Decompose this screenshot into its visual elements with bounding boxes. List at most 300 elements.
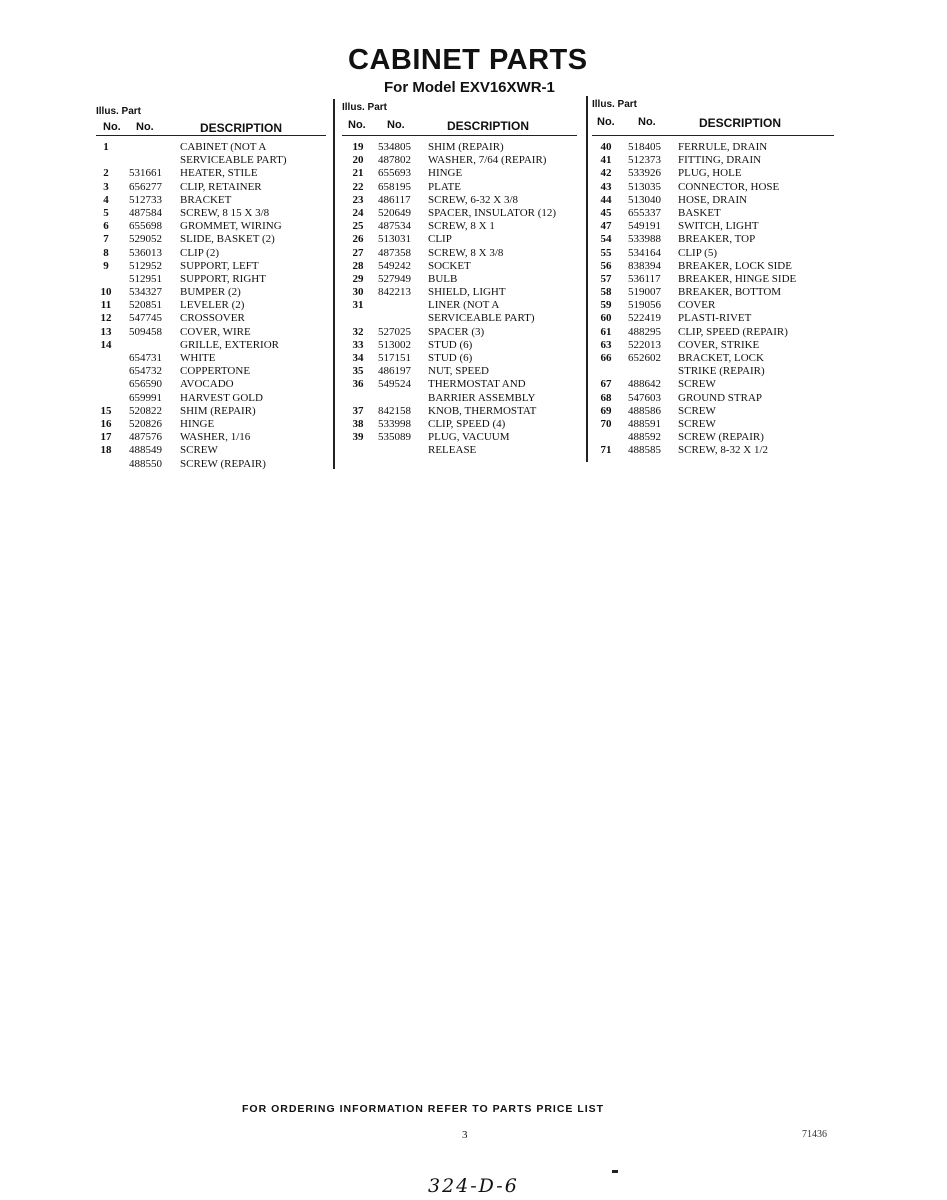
- parts-row: [96, 365, 326, 378]
- parts-row: [592, 431, 834, 444]
- illus-number: 35: [352, 365, 364, 378]
- illus-number: 59: [600, 299, 612, 312]
- illus-number: 9: [103, 259, 109, 272]
- part-number: 655693: [378, 167, 411, 180]
- parts-row: [96, 233, 326, 246]
- illus-number: 42: [600, 167, 612, 180]
- part-description: CLIP (5): [678, 246, 718, 259]
- parts-row: [342, 378, 577, 391]
- part-number: 513035: [628, 180, 661, 193]
- illus-number: 33: [352, 338, 364, 351]
- part-description: WASHER, 7/64 (REPAIR): [428, 154, 547, 167]
- part-description: SCREW: [180, 444, 218, 457]
- part-description: CLIP, RETAINER: [180, 180, 262, 193]
- part-number: 659991: [129, 391, 162, 404]
- part-number: 488642: [628, 378, 661, 391]
- part-description: BASKET: [678, 206, 721, 219]
- part-description: CLIP, SPEED (4): [428, 417, 506, 430]
- illus-number: 4: [103, 193, 109, 206]
- part-description: SCREW: [678, 378, 716, 391]
- part-description: SLIDE, BASKET (2): [180, 233, 275, 246]
- illus-number: 61: [600, 325, 612, 338]
- parts-row: [592, 220, 834, 233]
- part-description: BREAKER, LOCK SIDE: [678, 259, 792, 272]
- illus-number: 23: [352, 193, 364, 206]
- illus-number: 29: [352, 272, 364, 285]
- part-description: CLIP, SPEED (REPAIR): [678, 325, 788, 338]
- parts-column-3: [592, 99, 834, 458]
- part-number: 658195: [378, 180, 411, 193]
- part-number: 487584: [129, 206, 162, 219]
- illus-number: 41: [600, 154, 612, 167]
- part-description: SWITCH, LIGHT: [678, 220, 759, 233]
- illus-number: 12: [100, 312, 112, 325]
- part-description: STUD (6): [428, 352, 473, 364]
- illus-number: 40: [600, 141, 612, 153]
- part-description: SUPPORT, LEFT: [180, 259, 259, 272]
- part-number: 513031: [378, 233, 411, 246]
- part-description: BULB: [428, 272, 458, 285]
- part-no-heading: No.: [387, 119, 405, 131]
- part-number: 534805: [378, 141, 411, 153]
- page-title: CABINET PARTS: [348, 44, 588, 76]
- parts-row: [342, 247, 577, 260]
- part-no-heading: No.: [638, 116, 656, 128]
- part-number: 547745: [129, 312, 162, 325]
- part-description: HEATER, STILE: [180, 167, 258, 180]
- part-description: SHIM (REPAIR): [428, 141, 504, 153]
- parts-list: [96, 141, 326, 471]
- part-number: 509458: [129, 325, 162, 338]
- part-number: 488592: [628, 431, 661, 444]
- part-number: 488585: [628, 444, 661, 457]
- part-description: BUMPER (2): [180, 286, 241, 299]
- part-description: SCREW, 8 X 1: [428, 220, 495, 233]
- part-number: 547603: [628, 391, 661, 404]
- part-number: 842158: [378, 404, 411, 417]
- part-number: 488295: [628, 325, 661, 338]
- parts-row: [342, 194, 577, 207]
- part-description: SCREW (REPAIR): [678, 431, 764, 444]
- part-number: 519056: [628, 299, 661, 312]
- part-description: NUT, SPEED: [428, 365, 489, 378]
- parts-row: [96, 352, 326, 365]
- illus-number: 18: [100, 444, 112, 457]
- illus-part-heading: Illus. Part: [96, 106, 142, 117]
- illus-number: 15: [100, 404, 112, 417]
- parts-row: [342, 312, 577, 325]
- parts-column-1: [96, 102, 326, 471]
- illus-number: 8: [103, 246, 109, 259]
- parts-row: [592, 286, 834, 299]
- parts-row: [592, 352, 834, 365]
- parts-row: [592, 167, 834, 180]
- part-description: CLIP (2): [180, 246, 220, 259]
- illus-number: 28: [352, 259, 364, 272]
- illus-number: 43: [600, 180, 612, 193]
- part-description: COVER: [678, 299, 716, 312]
- parts-row: [342, 339, 577, 352]
- part-number: 487358: [378, 246, 411, 259]
- illus-number: 6: [103, 220, 109, 233]
- column-header: [342, 102, 577, 135]
- model-subtitle: For Model EXV16XWR-1: [384, 79, 555, 96]
- header-rule: [342, 135, 577, 136]
- part-number: 512373: [628, 154, 661, 167]
- illus-number: 45: [600, 206, 612, 219]
- part-number: 488586: [628, 404, 661, 417]
- part-description: SERVICEABLE PART): [428, 312, 535, 325]
- part-number: 488550: [129, 457, 162, 470]
- parts-row: [342, 260, 577, 273]
- part-description: SCREW, 8-32 X 1/2: [678, 444, 769, 457]
- part-number: 519007: [628, 286, 661, 299]
- parts-row: [96, 194, 326, 207]
- part-number: 533998: [378, 417, 411, 430]
- part-description: COPPERTONE: [180, 365, 251, 378]
- part-description: SPACER, INSULATOR (12): [428, 206, 557, 219]
- part-number: 512951: [129, 272, 162, 285]
- parts-row: [592, 260, 834, 273]
- illus-number: 26: [352, 233, 364, 246]
- part-number: 513040: [628, 193, 661, 206]
- part-number: 522419: [628, 312, 661, 325]
- part-number: 533988: [628, 233, 661, 246]
- part-number: 549242: [378, 259, 411, 272]
- illus-number: 60: [600, 312, 612, 325]
- illus-number: 14: [100, 338, 112, 351]
- part-number: 529052: [129, 233, 162, 246]
- illus-no-heading: No.: [597, 116, 615, 128]
- part-description: AVOCADO: [180, 378, 234, 391]
- illus-number: 44: [600, 193, 612, 206]
- part-description: CROSSOVER: [180, 312, 245, 325]
- illus-number: 47: [600, 220, 612, 233]
- header-rule: [96, 135, 326, 136]
- column-header: [96, 102, 326, 135]
- parts-row: [592, 141, 834, 154]
- parts-list: [342, 141, 577, 458]
- part-number: 654731: [129, 352, 162, 364]
- illus-number: 17: [100, 431, 112, 444]
- description-heading: DESCRIPTION: [699, 116, 782, 130]
- part-description: WHITE: [180, 352, 216, 364]
- part-description: GRILLE, EXTERIOR: [180, 338, 279, 351]
- illus-part-heading: Illus. Part: [342, 102, 388, 113]
- part-description: BARRIER ASSEMBLY: [428, 391, 536, 404]
- part-description: PLUG, HOLE: [678, 167, 742, 180]
- illus-number: 55: [600, 246, 612, 259]
- parts-row: [96, 220, 326, 233]
- part-description: SERVICEABLE PART): [180, 154, 287, 167]
- parts-row: [342, 299, 577, 312]
- part-description: SCREW, 6-32 X 3/8: [428, 193, 519, 206]
- illus-number: 20: [352, 154, 364, 167]
- parts-row: [96, 299, 326, 312]
- part-number: 518405: [628, 141, 661, 153]
- part-number: 534164: [628, 246, 661, 259]
- illus-no-heading: No.: [103, 121, 121, 133]
- part-description: SCREW: [678, 417, 716, 430]
- part-description: KNOB, THERMOSTAT: [428, 404, 537, 417]
- part-description: PLUG, VACUUM: [428, 431, 510, 444]
- illus-number: 24: [352, 206, 364, 219]
- parts-row: [592, 312, 834, 325]
- parts-row: [592, 273, 834, 286]
- part-number: 487534: [378, 220, 411, 233]
- illus-number: 67: [600, 378, 612, 391]
- part-description: SCREW (REPAIR): [180, 457, 266, 470]
- illus-number: 36: [352, 378, 364, 391]
- parts-row: [342, 444, 577, 457]
- part-description: GROMMET, WIRING: [180, 220, 282, 233]
- illus-number: 2: [103, 167, 109, 180]
- part-number: 656590: [129, 378, 162, 391]
- parts-row: [592, 444, 834, 457]
- illus-number: 39: [352, 431, 364, 444]
- part-number: 517151: [378, 352, 411, 364]
- parts-row: [592, 326, 834, 339]
- illus-number: 54: [600, 233, 612, 246]
- part-number: 655698: [129, 220, 162, 233]
- illus-number: 16: [100, 417, 112, 430]
- illus-number: 69: [600, 404, 612, 417]
- part-number: 512733: [129, 193, 162, 206]
- part-number: 520826: [129, 417, 162, 430]
- part-description: PLATE: [428, 180, 461, 193]
- part-no-heading: No.: [136, 121, 154, 133]
- parts-row: [96, 247, 326, 260]
- illus-number: 30: [352, 286, 364, 299]
- part-description: SOCKET: [428, 259, 471, 272]
- illus-number: 27: [352, 246, 364, 259]
- part-description: SHIM (REPAIR): [180, 404, 256, 417]
- parts-row: [342, 418, 577, 431]
- part-number: 512952: [129, 259, 162, 272]
- part-number: 549191: [628, 220, 661, 233]
- parts-row: [96, 458, 326, 471]
- parts-row: [342, 154, 577, 167]
- part-description: SHIELD, LIGHT: [428, 286, 506, 299]
- parts-row: [592, 247, 834, 260]
- illus-number: 22: [352, 180, 364, 193]
- part-number: 536013: [129, 246, 162, 259]
- illus-number: 19: [352, 141, 364, 153]
- parts-row: [96, 154, 326, 167]
- parts-row: [96, 378, 326, 391]
- illus-number: 32: [352, 325, 364, 338]
- illus-no-heading: No.: [348, 119, 366, 131]
- parts-row: [592, 207, 834, 220]
- header-rule: [592, 135, 834, 136]
- part-number: 486197: [378, 365, 411, 378]
- column-header: [592, 99, 834, 135]
- part-description: HOSE, DRAIN: [678, 193, 748, 206]
- part-description: SCREW: [678, 404, 716, 417]
- parts-row: [96, 431, 326, 444]
- illus-number: 58: [600, 286, 612, 299]
- parts-row: [96, 286, 326, 299]
- part-number: 531661: [129, 167, 162, 180]
- part-description: STRIKE (REPAIR): [678, 365, 765, 378]
- illus-number: 3: [103, 180, 109, 193]
- part-number: 522013: [628, 338, 661, 351]
- parts-row: [342, 181, 577, 194]
- stray-mark: [612, 1170, 618, 1173]
- illus-part-heading: Illus. Part: [592, 99, 638, 110]
- part-description: SCREW, 8 15 X 3/8: [180, 206, 270, 219]
- part-number: 520851: [129, 299, 162, 312]
- parts-row: [342, 352, 577, 365]
- part-number: 486117: [378, 193, 411, 206]
- parts-row: [342, 431, 577, 444]
- parts-row: [592, 299, 834, 312]
- part-number: 534327: [129, 286, 162, 299]
- part-description: SCREW, 8 X 3/8: [428, 246, 504, 259]
- part-description: CONNECTOR, HOSE: [678, 180, 780, 193]
- part-description: BREAKER, BOTTOM: [678, 286, 782, 299]
- parts-row: [592, 181, 834, 194]
- illus-number: 66: [600, 352, 612, 364]
- illus-number: 25: [352, 220, 364, 233]
- illus-number: 13: [100, 325, 112, 338]
- illus-number: 21: [352, 167, 364, 180]
- part-number: 488549: [129, 444, 162, 457]
- description-heading: DESCRIPTION: [200, 121, 283, 135]
- part-description: FERRULE, DRAIN: [678, 141, 768, 153]
- description-heading: DESCRIPTION: [447, 119, 530, 133]
- parts-row: [96, 339, 326, 352]
- part-number: 520649: [378, 206, 411, 219]
- illus-number: 70: [600, 417, 612, 430]
- parts-row: [96, 326, 326, 339]
- parts-row: [342, 141, 577, 154]
- parts-row: [592, 418, 834, 431]
- part-description: WASHER, 1/16: [180, 431, 251, 444]
- part-description: CABINET (NOT A: [180, 141, 267, 153]
- parts-row: [96, 167, 326, 180]
- column-divider: [333, 99, 335, 469]
- part-description: LINER (NOT A: [428, 299, 500, 312]
- parts-row: [96, 273, 326, 286]
- parts-row: [96, 312, 326, 325]
- part-number: 533926: [628, 167, 661, 180]
- part-description: RELEASE: [428, 444, 477, 457]
- illus-number: 7: [103, 233, 109, 246]
- part-number: 535089: [378, 431, 411, 444]
- parts-row: [592, 233, 834, 246]
- parts-row: [342, 220, 577, 233]
- part-number: 487576: [129, 431, 162, 444]
- part-number: 520822: [129, 404, 162, 417]
- illus-number: 31: [352, 299, 364, 312]
- illus-number: 34: [352, 352, 364, 364]
- parts-list: [592, 141, 834, 458]
- part-description: CLIP: [428, 233, 452, 246]
- parts-row: [96, 418, 326, 431]
- part-description: BRACKET: [180, 193, 232, 206]
- parts-row: [96, 207, 326, 220]
- illus-number: 38: [352, 417, 364, 430]
- parts-row: [592, 392, 834, 405]
- part-description: BREAKER, TOP: [678, 233, 756, 246]
- parts-row: [342, 207, 577, 220]
- part-number: 527949: [378, 272, 411, 285]
- column-divider: [586, 96, 588, 462]
- illus-number: 10: [100, 286, 112, 299]
- part-description: HINGE: [180, 417, 215, 430]
- parts-row: [342, 273, 577, 286]
- parts-row: [342, 233, 577, 246]
- illus-number: 5: [103, 206, 109, 219]
- part-number: 488591: [628, 417, 661, 430]
- part-description: FITTING, DRAIN: [678, 154, 762, 167]
- illus-number: 63: [600, 338, 612, 351]
- parts-row: [342, 365, 577, 378]
- part-description: LEVELER (2): [180, 299, 245, 312]
- illus-number: 37: [352, 404, 364, 417]
- illus-number: 68: [600, 391, 612, 404]
- part-description: COVER, WIRE: [180, 325, 251, 338]
- parts-row: [342, 405, 577, 418]
- part-description: HINGE: [428, 167, 463, 180]
- illus-number: 56: [600, 259, 612, 272]
- part-number: 549524: [378, 378, 411, 391]
- parts-row: [96, 392, 326, 405]
- parts-row: [592, 194, 834, 207]
- parts-row: [592, 365, 834, 378]
- parts-row: [342, 392, 577, 405]
- parts-row: [96, 260, 326, 273]
- part-description: THERMOSTAT AND: [428, 378, 526, 391]
- ordering-note: FOR ORDERING INFORMATION REFER TO PARTS PRICE LIST: [242, 1103, 605, 1115]
- part-description: GROUND STRAP: [678, 391, 763, 404]
- document-code: 71436: [802, 1129, 827, 1140]
- parts-column-2: [342, 102, 577, 458]
- part-number: 655337: [628, 206, 661, 219]
- illus-number: 57: [600, 272, 612, 285]
- parts-row: [592, 339, 834, 352]
- part-number: 842213: [378, 286, 411, 299]
- part-number: 652602: [628, 352, 661, 364]
- part-number: 487802: [378, 154, 411, 167]
- part-number: 838394: [628, 259, 661, 272]
- part-number: 536117: [628, 272, 661, 285]
- part-description: BREAKER, HINGE SIDE: [678, 272, 797, 285]
- part-number: 656277: [129, 180, 162, 193]
- part-description: SPACER (3): [428, 325, 485, 338]
- parts-row: [342, 286, 577, 299]
- parts-row: [96, 444, 326, 457]
- part-description: SUPPORT, RIGHT: [180, 272, 266, 285]
- handwritten-note: 324-D-6: [428, 1175, 519, 1197]
- parts-row: [342, 326, 577, 339]
- illus-number: 71: [600, 444, 612, 457]
- illus-number: 1: [103, 141, 109, 153]
- parts-row: [342, 167, 577, 180]
- parts-row: [592, 378, 834, 391]
- part-number: 513002: [378, 338, 411, 351]
- parts-row: [592, 154, 834, 167]
- parts-row: [96, 181, 326, 194]
- part-description: COVER, STRIKE: [678, 338, 760, 351]
- parts-row: [96, 141, 326, 154]
- part-number: 527025: [378, 325, 411, 338]
- page-number: 3: [462, 1129, 468, 1141]
- parts-row: [592, 405, 834, 418]
- part-description: BRACKET, LOCK: [678, 352, 764, 364]
- part-number: 654732: [129, 365, 162, 378]
